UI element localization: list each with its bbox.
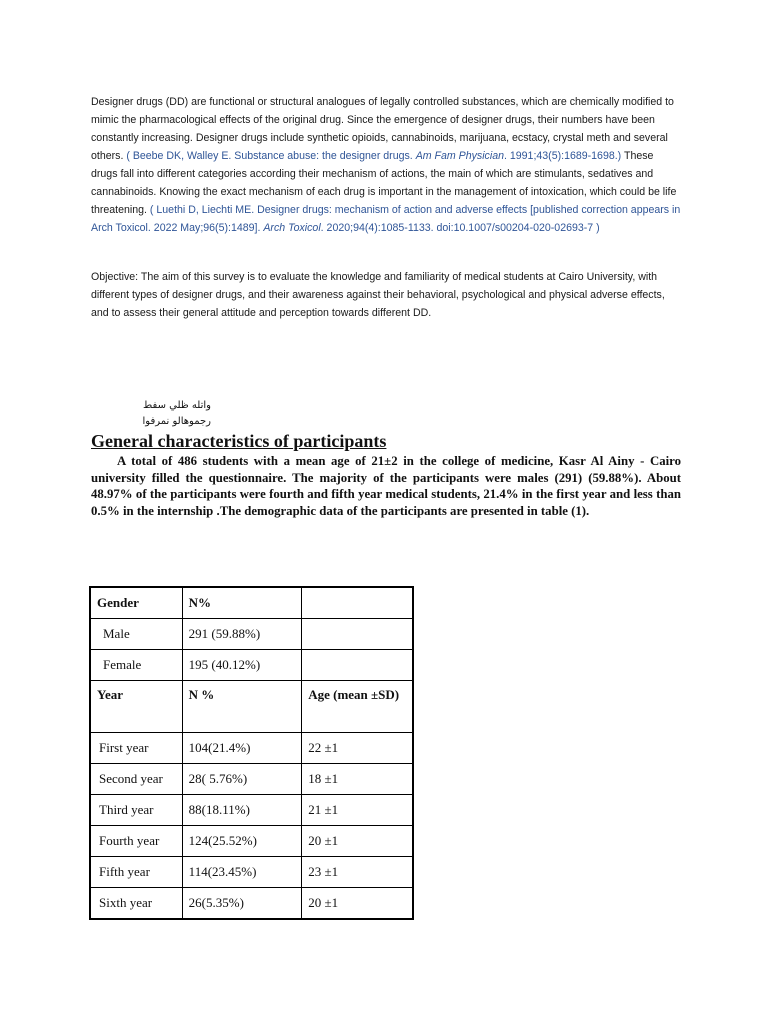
citation-luethi-details: . 2020;94(4):1085-1133. doi:10.1007/s00204-020-02693-7 ) (320, 222, 600, 234)
citation-beebe-details: . 1991;43(5):1689-1698.) (504, 150, 622, 162)
arabic-note-line-1: واتله ظلي سفط (143, 400, 211, 411)
citation-luethi-journal: Arch Toxicol (263, 222, 321, 234)
table-cell: Fifth year (90, 857, 182, 888)
table-cell: Gender (90, 587, 182, 619)
table-row-gender-header (90, 587, 413, 619)
table-row (90, 826, 413, 857)
citation-beebe (126, 150, 621, 162)
citation-luethi (91, 204, 680, 234)
table-cell: 195 (40.12%) (182, 650, 302, 681)
table-row (90, 857, 413, 888)
citation-beebe-journal: Am Fam Physician (415, 150, 504, 162)
table-row-year-header (90, 681, 413, 733)
demographics-table (89, 586, 414, 920)
table-cell: Sixth year (90, 888, 182, 920)
table-cell: 291 (59.88%) (182, 619, 302, 650)
table-row (90, 619, 413, 650)
intro-text-2: These drugs fall into different categories according their mechanism of actions, the main of which are stimulants, sedatives and cannabinoids. Knowing the exact mechanism of each drug is important in the management of intoxication, which could be life threatening. (91, 150, 677, 216)
table-row (90, 888, 413, 920)
table-row (90, 764, 413, 795)
table-cell: 114(23.45%) (182, 857, 302, 888)
table-row (90, 650, 413, 681)
table-cell: 21 ±1 (302, 795, 413, 826)
section-heading: General characteristics of participants (91, 431, 387, 451)
arabic-note-line-2: رجموهالو نمرفوا (142, 416, 211, 427)
table-cell: 28( 5.76%) (182, 764, 302, 795)
table-cell: Third year (90, 795, 182, 826)
table-cell (302, 587, 413, 619)
citation-luethi-authors: ( Luethi D, Liechti ME. Designer drugs: mechanism of action and adverse effects [published correction appears in Arch Toxicol. 2022 May;96(5):1489]. (91, 204, 681, 234)
table-cell: 26(5.35%) (182, 888, 302, 920)
table-cell: First year (90, 733, 182, 764)
table-cell: Second year (90, 764, 182, 795)
table-cell: Year (90, 681, 182, 733)
table-cell: Fourth year (90, 826, 182, 857)
table-cell (302, 650, 413, 681)
table-cell: 88(18.11%) (182, 795, 302, 826)
table-row (90, 733, 413, 764)
arabic-note (91, 398, 211, 430)
table-cell: Female (90, 650, 182, 681)
table-cell: 20 ±1 (302, 888, 413, 920)
table-row (90, 795, 413, 826)
citation-beebe-authors: ( Beebe DK, Walley E. Substance abuse: the designer drugs. (126, 150, 413, 162)
table-cell: 18 ±1 (302, 764, 413, 795)
table-cell (302, 619, 413, 650)
objective-paragraph: Objective: The aim of this survey is to evaluate the knowledge and familiarity of medical students at Cairo University, with different types of designer drugs, and their awareness against their behavioral, psychological and physical adverse effects, and to assess their general attitude and perception towards different DD. (91, 271, 665, 319)
participants-summary-text: A total of 486 students with a mean age of 21±2 in the college of medicine, Kasr Al Ainy - Cairo university filled the questionnaire. The majority of the participants were males (291) (59.88%). About 48.97% of the participants were fourth and fifth year medical students, 21.4% in the first year and less than 0.5% in the internship .The demographic data of the participants are presented in table (1). (91, 454, 681, 518)
table-cell: 22 ±1 (302, 733, 413, 764)
table-cell: N% (182, 587, 302, 619)
table-cell: Male (90, 619, 182, 650)
intro-text-1: Designer drugs (DD) are functional or structural analogues of legally controlled substances, which are chemically modified to mimic the pharmacological effects of the original drug. Since the emergence of designer drugs, their numbers have been constantly increasing. Designer drugs include synthetic opioids, cannabinoids, marijuana, ecstacy, crystal meth and several others. (91, 96, 674, 162)
table-cell: Age (mean ±SD) (302, 681, 413, 733)
participants-summary (91, 453, 681, 519)
table-cell: 124(25.52%) (182, 826, 302, 857)
table-cell: N % (182, 681, 302, 733)
table-cell: 104(21.4%) (182, 733, 302, 764)
table-cell: 23 ±1 (302, 857, 413, 888)
table-cell: 20 ±1 (302, 826, 413, 857)
intro-paragraph (91, 93, 681, 237)
